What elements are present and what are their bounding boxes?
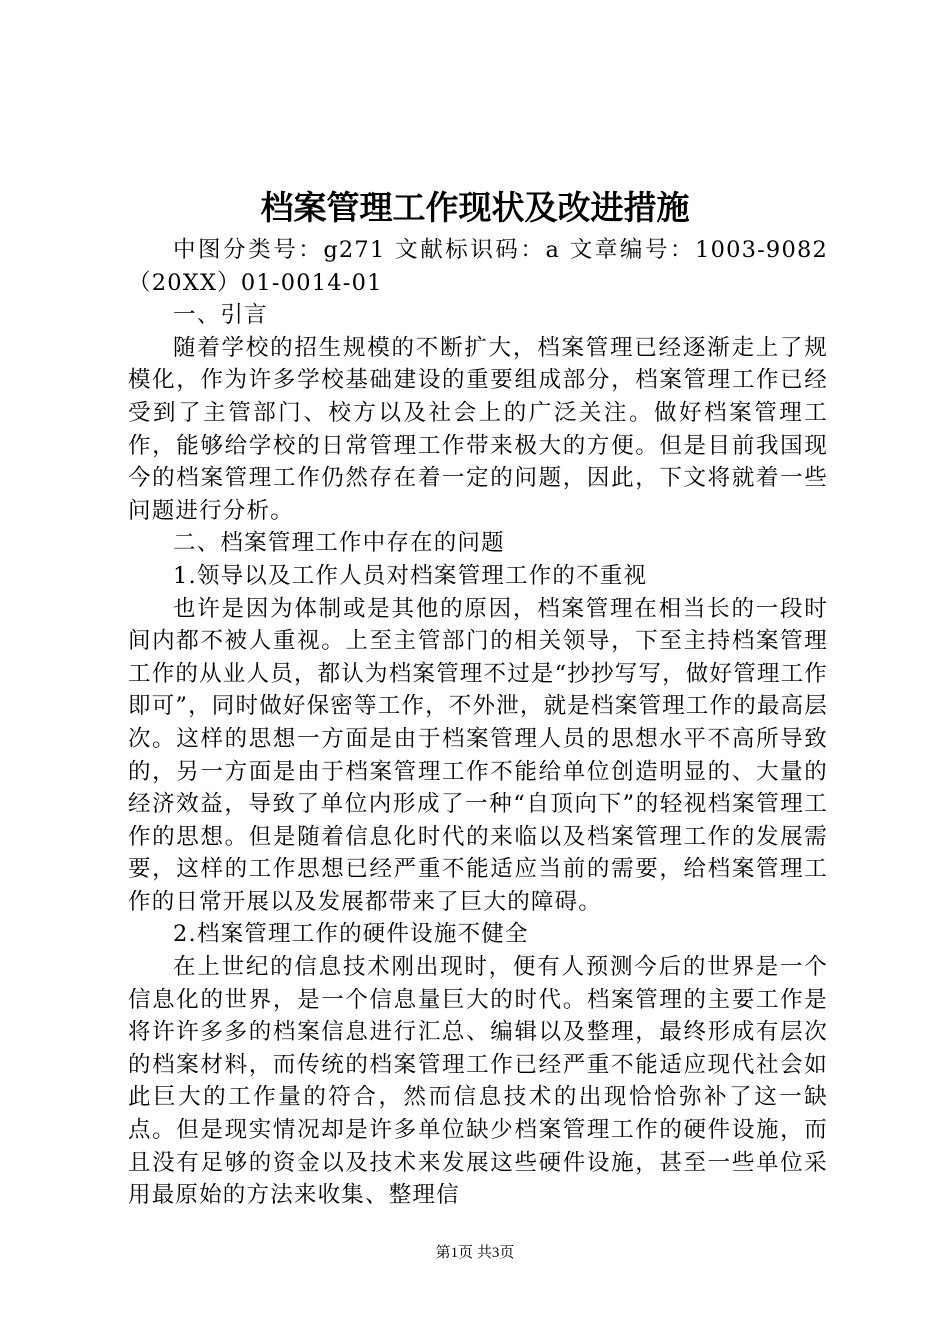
subheading-leadership: 1.领导以及工作人员对档案管理工作的不重视 xyxy=(173,562,648,589)
document-body xyxy=(128,234,828,1212)
meta-line: 中图分类号：g271 文献标识码：a 文章编号：1003-9082（20XX）01-0014-01 xyxy=(128,237,828,296)
subheading-hardware: 2.档案管理工作的硬件设施不健全 xyxy=(173,921,529,948)
section-heading-intro: 一、引言 xyxy=(173,302,268,329)
document-title: 档案管理工作现状及改进措施 xyxy=(260,188,690,227)
paragraph-intro: 随着学校的招生规模的不断扩大，档案管理已经逐渐走上了规模化，作为许多学校基础建设的重要组成部分，档案管理工作已经受到了主管部门、校方以及社会上的广泛关注。做好档案管理工作，能够给学校的日常管理工作带来极大的方便。但是目前我国现今的档案管理工作仍然存在着一定的问题，因此，下文将就着一些问题进行分析。 xyxy=(128,334,828,524)
section-heading-problems: 二、档案管理工作中存在的问题 xyxy=(173,530,505,557)
paragraph-leadership: 也许是因为体制或是其他的原因，档案管理在相当长的一段时间内都不被人重视。上至主管部门的相关领导，下至主持档案管理工作的从业人员，都认为档案管理不过是“抄抄写写，做好管理工作即可”，同时做好保密等工作，不外泄，就是档案管理工作的最高层次。这样的思想一方面是由于档案管理人员的思想水平不高所导致的，另一方面是由于档案管理工作不能给单位创造明显的、大量的经济效益，导致了单位内形成了一种“自顶向下”的轻视档案管理工作的思想。但是随着信息化时代的来临以及档案管理工作的发展需要，这样的工作思想已经严重不能适应当前的需要，给档案管理工作的日常开展以及发展都带来了巨大的障碍。 xyxy=(128,595,829,915)
paragraph-hardware: 在上世纪的信息技术刚出现时，便有人预测今后的世界是一个信息化的世界，是一个信息量巨大的时代。档案管理的主要工作是将许许多多的档案信息进行汇总、编辑以及整理，最终形成有层次的档案材料，而传统的档案管理工作已经严重不能适应现代社会如此巨大的工作量的符合，然而信息技术的出现恰恰弥补了这一缺点。但是现实情况却是许多单位缺少档案管理工作的硬件设施，而且没有足够的资金以及技术来发展这些硬件设施，甚至一些单位采用最原始的方法来收集、整理信 xyxy=(128,954,828,1209)
page-footer: 第1页 共3页 xyxy=(435,1245,515,1261)
